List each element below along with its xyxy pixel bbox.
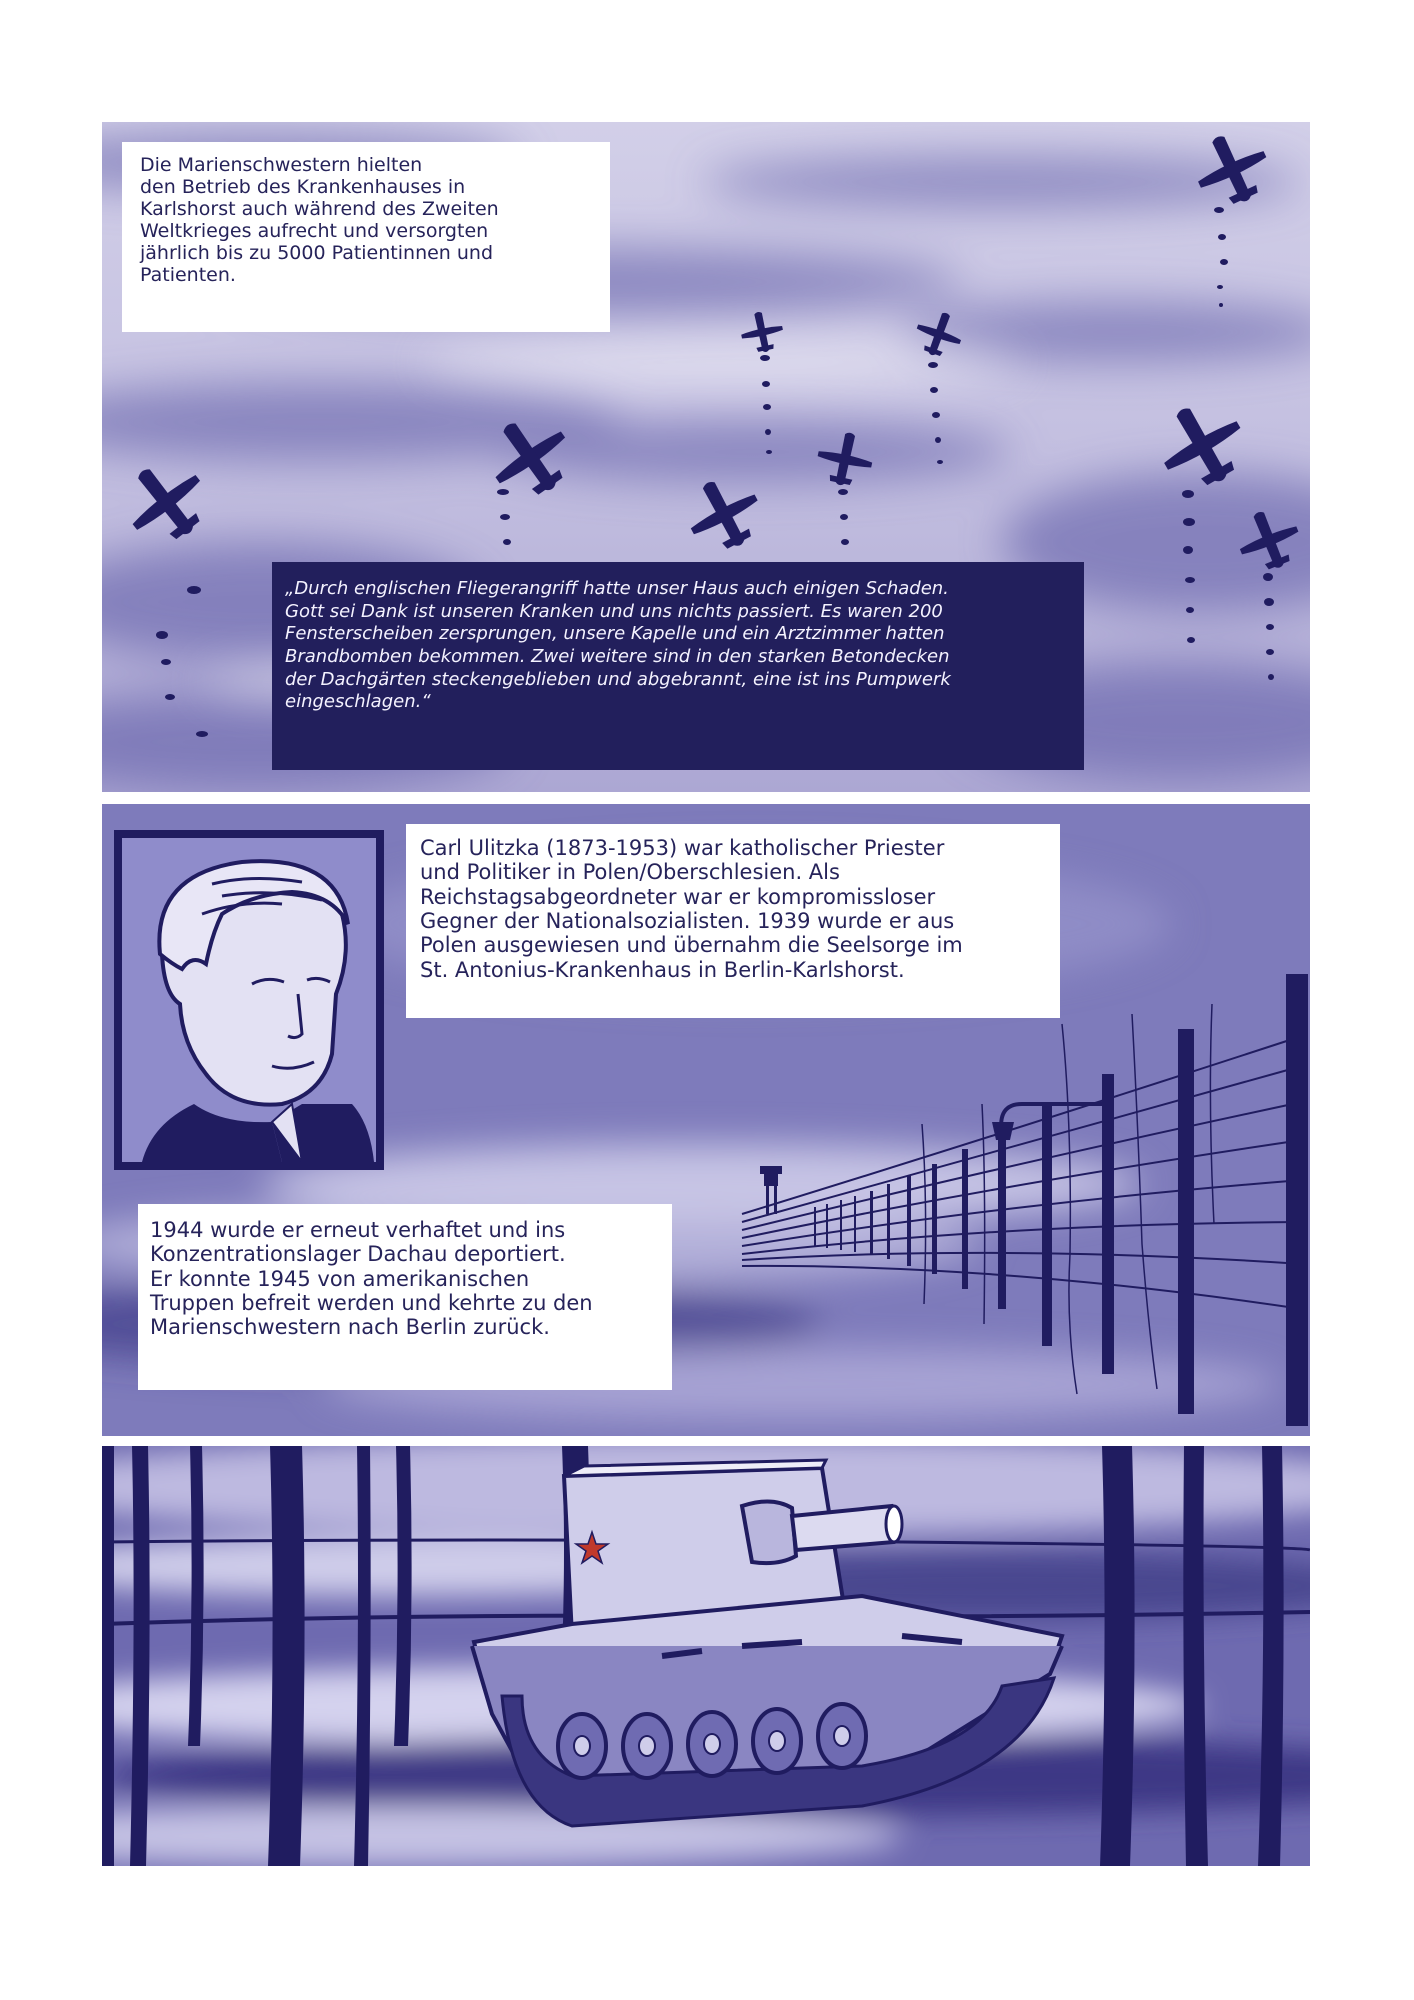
quote-line: Fensterscheiben zersprungen, unsere Kapelle und ein Arztzimmer hatten [285, 623, 945, 645]
caption-line: Marienschwestern nach Berlin zurück. [150, 1315, 550, 1340]
caption-line: Patienten. [140, 264, 236, 287]
quote-line: eingeschlagen.“ [285, 691, 431, 713]
caption-line: Truppen befreit werden und kehrte zu den [150, 1291, 593, 1316]
caption-line: 1944 wurde er erneut verhaftet und ins [150, 1218, 566, 1242]
portrait-icon [114, 830, 384, 1170]
panel-air-raid [102, 122, 1310, 792]
caption-line: Die Marienschwestern hielten [140, 154, 423, 176]
quote-line: „Durch englischen Fliegerangriff hatte unser Haus auch einigen Schaden. [285, 578, 949, 599]
caption-line: Weltkrieges aufrecht und versorgten [140, 220, 489, 243]
caption-line: Konzentrationslager Dachau deportiert. [150, 1242, 566, 1267]
quote-line: der Dachgärten steckengeblieben und abgebrannt, eine ist ins Pumpwerk [285, 668, 951, 690]
panel-tank [102, 1446, 1310, 1866]
caption-hospital-war [122, 142, 610, 332]
caption-line: jährlich bis zu 5000 Patientinnen und [140, 242, 494, 265]
caption-line: Gegner der Nationalsozialisten. 1939 wurde er aus [420, 909, 955, 934]
caption-line: St. Antonius-Krankenhaus in Berlin-Karlshorst. [420, 957, 905, 982]
caption-line: den Betrieb des Krankenhauses in [140, 176, 466, 199]
quote-line: Gott sei Dank ist unseren Kranken und uns nichts passiert. Es waren 200 [285, 600, 943, 622]
tank-illustration [102, 1446, 1310, 1866]
caption-dachau [138, 1204, 672, 1390]
quote-line: Brandbomben bekommen. Zwei weitere sind in den starken Betondecken [285, 646, 950, 668]
caption-line: Carl Ulitzka (1873-1953) war katholischer Priester [420, 836, 945, 860]
caption-line: Er konnte 1945 von amerikanischen [150, 1266, 530, 1291]
caption-line: und Politiker in Polen/Oberschlesien. Als [420, 860, 840, 885]
quote-air-raid [272, 562, 1084, 770]
caption-line: Reichstagsabgeordneter war er kompromissloser [420, 884, 936, 909]
panel-ulitzka [102, 804, 1310, 1436]
caption-ulitzka-biography [406, 824, 1060, 1018]
caption-line: Karlshorst auch während des Zweiten [140, 198, 499, 221]
caption-line: Polen ausgewiesen und übernahm die Seelsorge im [420, 933, 963, 958]
